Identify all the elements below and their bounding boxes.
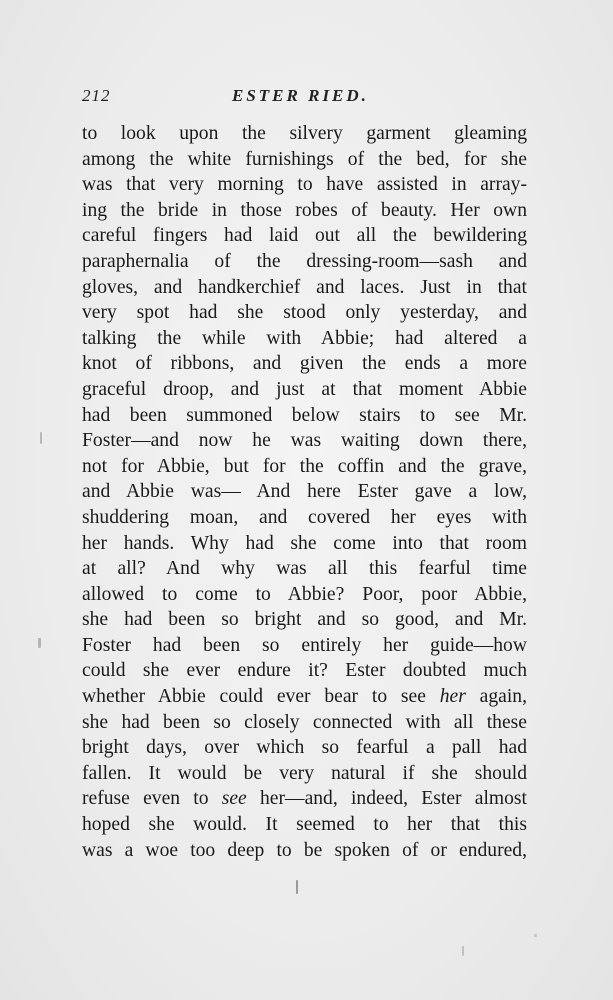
text-line: could she ever endure it? Ester doubted much <box>82 660 527 682</box>
text-line: Foster—and now he was waiting down there, <box>82 430 527 452</box>
text-line: very spot had she stood only yesterday, and <box>82 302 527 324</box>
text-line: refuse even to see her—and, indeed, Ester almost <box>82 788 527 810</box>
emphasis: her <box>439 686 466 708</box>
text-line: fallen. It would be very natural if she should <box>82 762 527 784</box>
text-line: bright days, over which so fearful a pall had <box>82 737 527 759</box>
text-line: Foster had been so entirely her guide—how <box>82 634 527 656</box>
text-line: not for Abbie, but for the coffin and the grave, <box>82 455 527 477</box>
running-title: ESTER RIED. <box>232 86 369 105</box>
text-line: ing the bride in those robes of beauty. Her own <box>82 199 527 221</box>
text-line: knot of ribbons, and given the ends a more <box>82 353 527 375</box>
page-header <box>82 86 532 110</box>
emphasis: see <box>221 788 247 810</box>
body-text <box>82 121 527 863</box>
paper-speck <box>534 934 537 937</box>
text-line: was a woe too deep to be spoken of or endured, <box>82 839 527 861</box>
text-line: to look upon the silvery garment gleaming <box>82 123 527 144</box>
text-line: she had been so closely connected with all these <box>82 711 527 733</box>
text-line: whether Abbie could ever bear to see her again, <box>82 686 527 708</box>
paper-speck <box>40 432 42 444</box>
text-line: hoped she would. It seemed to her that this <box>82 814 527 836</box>
text-line: her hands. Why had she come into that room <box>82 532 527 554</box>
paper-speck <box>296 880 298 894</box>
text-line: among the white furnishings of the bed, for she <box>82 148 527 170</box>
page-number: 212 <box>82 86 111 105</box>
text-line: allowed to come to Abbie? Poor, poor Abbie, <box>82 583 527 605</box>
text-line: careful fingers had laid out all the bewildering <box>82 225 527 247</box>
text-line: and Abbie was— And here Ester gave a low, <box>82 481 527 503</box>
text-line: was that very morning to have assisted in array- <box>82 174 527 196</box>
text-line: had been summoned below stairs to see Mr. <box>82 404 527 426</box>
text-line: paraphernalia of the dressing-room—sash and <box>82 250 527 272</box>
paper-speck <box>38 638 41 648</box>
text-line: she had been so bright and so good, and Mr. <box>82 609 527 631</box>
text-line: graceful droop, and just at that moment Abbie <box>82 378 527 400</box>
text-line: talking the while with Abbie; had altered a <box>82 327 527 349</box>
paper-speck <box>462 946 464 956</box>
text-line: gloves, and handkerchief and laces. Just in that <box>82 276 527 298</box>
text-line: at all? And why was all this fearful time <box>82 558 527 580</box>
text-line: shuddering moan, and covered her eyes with <box>82 506 527 528</box>
